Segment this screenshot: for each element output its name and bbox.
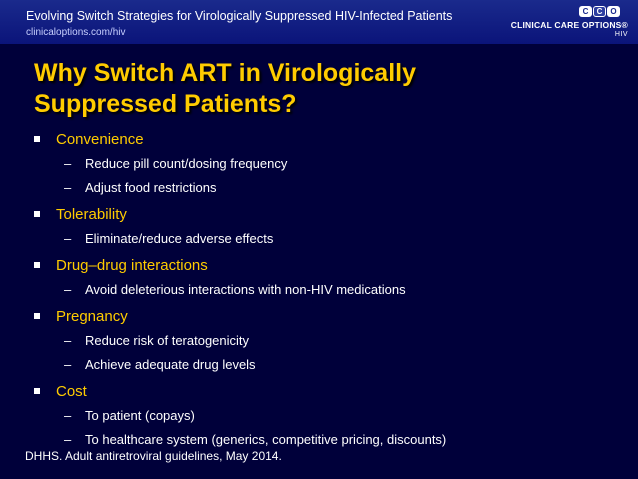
sub-bullet-item	[34, 354, 634, 378]
bullet-heading: Cost	[56, 383, 87, 400]
sub-bullet-text: Avoid deleterious interactions with non-HIV medications	[85, 282, 406, 297]
logo-brand: CLINICAL CARE OPTIONS®	[510, 20, 628, 30]
sub-bullet-text: Achieve adequate drug levels	[85, 357, 256, 372]
dash-bullet: –	[64, 333, 72, 348]
logo-letter: O	[607, 6, 620, 17]
sub-bullet-item	[34, 405, 634, 429]
bullet-list	[34, 130, 634, 453]
dash-bullet: –	[64, 357, 72, 372]
bullet-item	[34, 205, 634, 228]
sub-bullet-text: Reduce risk of teratogenicity	[85, 333, 250, 348]
bullet-item	[34, 307, 634, 330]
logo-mark	[579, 6, 620, 17]
sub-bullet-text: To healthcare system (generics, competitive pricing, discounts)	[85, 432, 447, 447]
sub-bullet-text: Eliminate/reduce adverse effects	[85, 231, 274, 246]
logo-letter: C	[579, 6, 592, 17]
dash-bullet: –	[64, 156, 72, 171]
clinical-care-options-logo	[510, 3, 628, 41]
bullet-item	[34, 130, 634, 153]
square-bullet-icon	[34, 313, 40, 319]
dash-bullet: –	[64, 408, 72, 423]
bullet-heading: Pregnancy	[56, 308, 128, 325]
sub-bullet-item	[34, 153, 634, 177]
bullet-heading: Tolerability	[56, 206, 127, 223]
website-url: clinicaloptions.com/hiv	[26, 27, 126, 38]
header-bar	[0, 0, 638, 44]
dash-bullet: –	[64, 180, 72, 195]
bullet-item	[34, 382, 634, 405]
logo-letter: C	[593, 6, 606, 17]
sub-bullet-item	[34, 330, 634, 354]
logo-sub: HIV	[614, 31, 628, 38]
square-bullet-icon	[34, 388, 40, 394]
sub-bullet-text: Reduce pill count/dosing frequency	[85, 156, 288, 171]
dash-bullet: –	[64, 432, 72, 447]
sub-bullet-item	[34, 228, 634, 252]
sub-bullet-item	[34, 177, 634, 201]
bullet-heading: Convenience	[56, 131, 144, 148]
square-bullet-icon	[34, 262, 40, 268]
reference-citation: DHHS. Adult antiretroviral guidelines, May 2014.	[25, 449, 282, 463]
sub-bullet-item	[34, 279, 634, 303]
slide-title-line-1: Why Switch ART in Virologically	[34, 59, 416, 87]
bullet-heading: Drug–drug interactions	[56, 257, 208, 274]
square-bullet-icon	[34, 211, 40, 217]
sub-bullet-text: Adjust food restrictions	[85, 180, 217, 195]
presentation-title: Evolving Switch Strategies for Virologically Suppressed HIV-Infected Patients	[26, 9, 453, 23]
dash-bullet: –	[64, 231, 72, 246]
bullet-item	[34, 256, 634, 279]
slide-title-line-2: Suppressed Patients?	[34, 90, 297, 118]
dash-bullet: –	[64, 282, 72, 297]
sub-bullet-text: To patient (copays)	[85, 408, 195, 423]
square-bullet-icon	[34, 136, 40, 142]
slide-title	[34, 58, 614, 120]
